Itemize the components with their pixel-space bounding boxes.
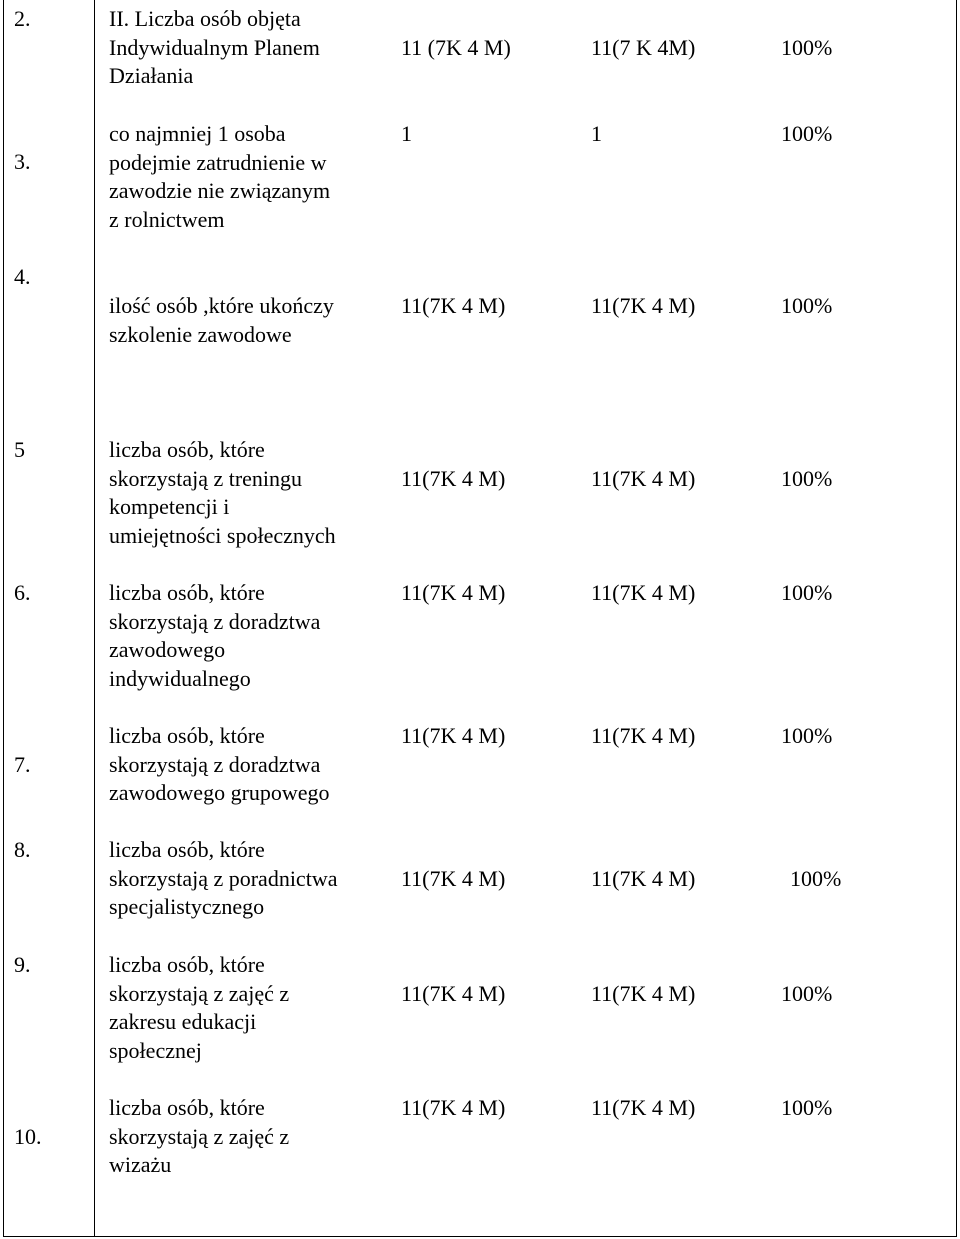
row-description: liczba osób, które skorzystają z zajęć z zakresu edukacji społecznej xyxy=(109,952,290,1064)
percent-value: 100% xyxy=(781,35,833,60)
row-number: 2. xyxy=(14,6,31,31)
row-number: 8. xyxy=(14,837,31,862)
planned-value: 1 xyxy=(401,121,412,146)
percent-value: 100% xyxy=(781,121,833,146)
row-number: 6. xyxy=(14,580,31,605)
row-number: 9. xyxy=(14,952,31,977)
row-description: II. Liczba osób objęta Indywidualnym Planem Działania xyxy=(109,6,320,89)
percent-value: 100% xyxy=(781,466,833,491)
planned-value: 11(7K 4 M) xyxy=(401,466,506,491)
achieved-value: 11(7K 4 M) xyxy=(591,466,696,491)
achieved-value: 11(7 K 4M) xyxy=(591,35,696,60)
row-number: 4. xyxy=(14,264,31,289)
row-number: 3. xyxy=(14,149,31,174)
column-divider xyxy=(94,0,95,1236)
percent-value: 100% xyxy=(781,293,833,318)
planned-value: 11(7K 4 M) xyxy=(401,866,506,891)
row-number: 5 xyxy=(14,437,25,462)
row-description: liczba osób, które skorzystają z zajęć z wizażu xyxy=(109,1095,290,1178)
achieved-value: 11(7K 4 M) xyxy=(591,580,696,605)
row-description: liczba osób, które skorzystają z doradztwa zawodowego grupowego xyxy=(109,723,330,806)
row-number: 7. xyxy=(14,752,31,777)
planned-value: 11 (7K 4 M) xyxy=(401,35,511,60)
achieved-value: 11(7K 4 M) xyxy=(591,981,696,1006)
row-description: liczba osób, które skorzystają z poradnictwa specjalistycznego xyxy=(109,837,338,920)
achieved-value: 11(7K 4 M) xyxy=(591,1095,696,1120)
planned-value: 11(7K 4 M) xyxy=(401,723,506,748)
row-description: co najmniej 1 osoba podejmie zatrudnienie w zawodzie nie związanym z rolnictwem xyxy=(109,121,331,233)
percent-value: 100% xyxy=(790,866,842,891)
achieved-value: 1 xyxy=(591,121,602,146)
row-number: 10. xyxy=(14,1124,42,1149)
row-description: ilość osób ,które ukończy szkolenie zawodowe xyxy=(109,293,334,347)
percent-value: 100% xyxy=(781,580,833,605)
percent-value: 100% xyxy=(781,981,833,1006)
row-description: liczba osób, które skorzystają z doradztwa zawodowego indywidualnego xyxy=(109,580,321,692)
achieved-value: 11(7K 4 M) xyxy=(591,723,696,748)
row-description: liczba osób, które skorzystają z treningu kompetencji i umiejętności społecznych xyxy=(109,437,336,549)
percent-value: 100% xyxy=(781,1095,833,1120)
planned-value: 11(7K 4 M) xyxy=(401,580,506,605)
planned-value: 11(7K 4 M) xyxy=(401,1095,506,1120)
achieved-value: 11(7K 4 M) xyxy=(591,293,696,318)
achieved-value: 11(7K 4 M) xyxy=(591,866,696,891)
planned-value: 11(7K 4 M) xyxy=(401,981,506,1006)
percent-value: 100% xyxy=(781,723,833,748)
planned-value: 11(7K 4 M) xyxy=(401,293,506,318)
